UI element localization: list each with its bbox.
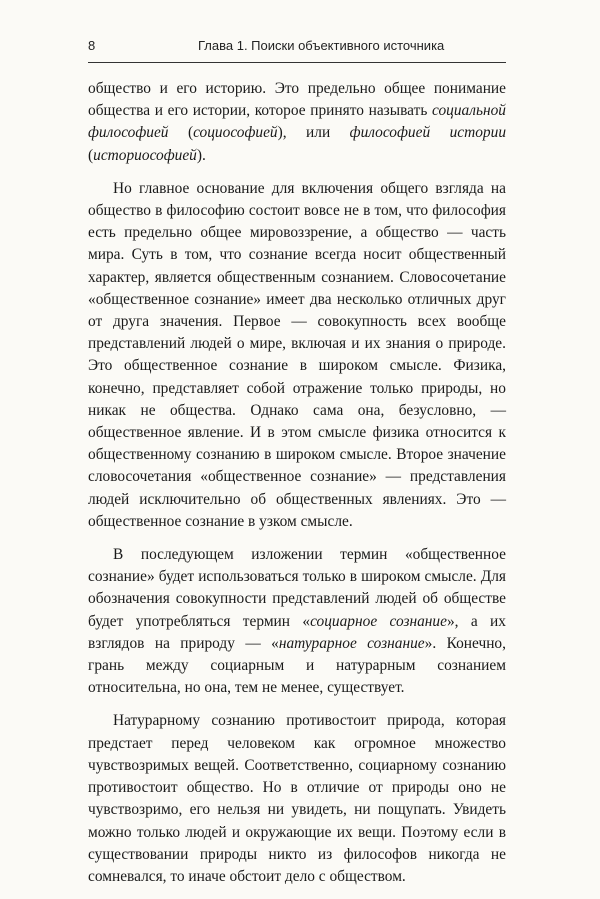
paragraph-4: Натурарному сознанию противостоит природа, которая предстает перед человеком как огромное множество чувствозримых вещей. Соответственно, социарному сознанию противостоит общество. Но в отличие от природы оно не чувствозримо, его нельзя ни увидеть, ни пощупать. Увидеть можно только людей и окружающие их вещи. Поэтому если в существовании природы никто из философов никогда не сомневался, то иначе обстоит дело с обществом. — [88, 712, 506, 885]
page-body — [88, 78, 506, 899]
running-title: Глава 1. Поиски объективного источника — [198, 38, 445, 53]
paragraph-1: общество и его историю. Это предельно общее понимание общества и его истории, которое принято называть социальной философией (социософией), или философией истории (историософией). — [88, 80, 507, 164]
header-rule — [88, 62, 506, 63]
paragraph-3: В последующем изложении термин «общественное сознание» будет использоваться только в широком смысле. Для обозначения совокупности представлений людей об обществе будет употребляться термин «социарное сознание», а их взглядов на природу — «натурарное сознание». Конечно, грань между социарным и натурарным сознанием относительна, но она, тем не менее, существует. — [88, 546, 506, 697]
paragraph-2: Но главное основание для включения общего взгляда на общество в философию состоит вовсе не в том, что философия есть предельно общее мировоззрение, а общество — часть мира. Суть в том, что сознание всегда носит общественный характер, является общественным сознанием. Словосочетание «общественное сознание» имеет два несколько отличных друг от друга значения. Первое — совокупность всех вообще представлений людей о мире, включая и их знания о природе. Это общественное сознание в широком смысле. Физика, конечно, представляет собой отражение только природы, но никак не общества. Однако сама она, безусловно, — общественное явление. И в этом смысле физика относится к общественному сознанию в широком смысле. Второе значение словосочетания «общественное сознание» — представления людей исключительно об общественных явлениях. Это — общественное сознание в узком смысле. — [88, 179, 506, 530]
page-number: 8 — [88, 38, 96, 53]
